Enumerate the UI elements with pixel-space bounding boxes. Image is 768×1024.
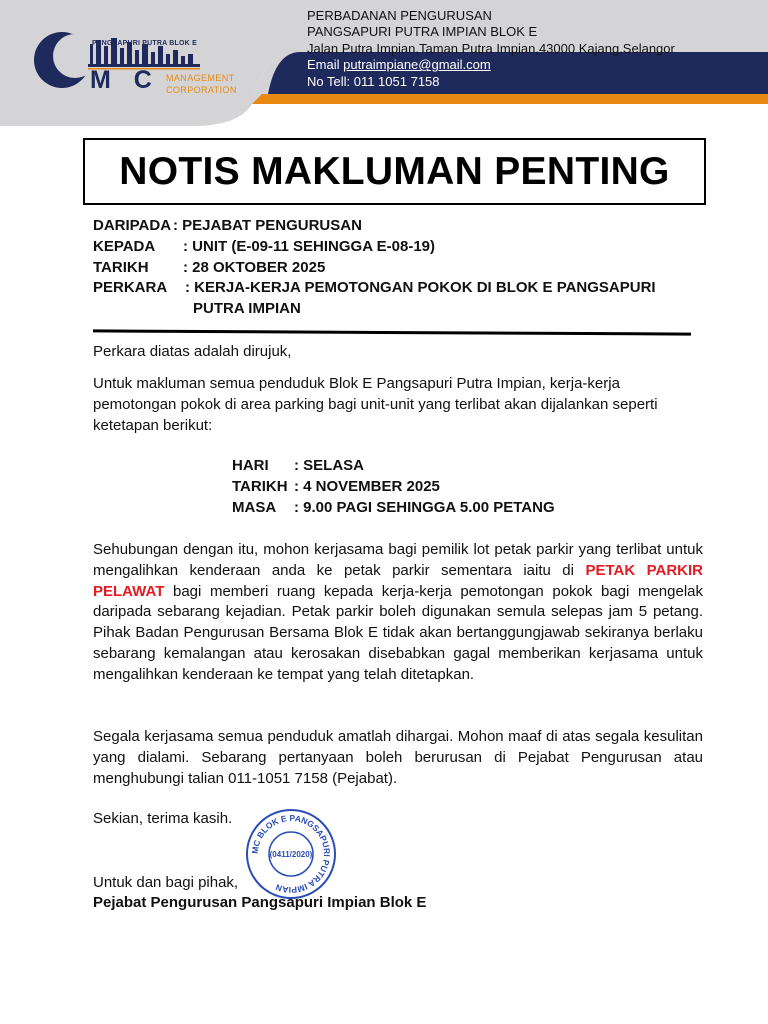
meta-value: : 28 OKTOBER 2025 xyxy=(183,258,326,276)
email-line xyxy=(307,57,675,73)
schedule-value: : 9.00 PAGI SEHINGGA 5.00 PETANG xyxy=(294,498,555,516)
phone: No Tell: 011 1051 7158 xyxy=(307,73,440,89)
letterhead-info xyxy=(307,8,675,90)
divider-line xyxy=(93,329,691,335)
logo-tagline xyxy=(166,72,237,96)
address: Jalan Putra Impian,Taman Putra Impian,43000 Kajang,Selangor xyxy=(307,40,675,56)
meta-key: TARIKH xyxy=(93,258,149,276)
parking-text-1: Sehubungan dengan itu, mohon kerjasama bagi pemilik lot petak parkir yang terlibat untuk mengalihkan kenderaan anda ke petak parkir sementara iaitu di xyxy=(93,541,703,579)
closing-line: Sekian, terima kasih. xyxy=(93,810,233,827)
cooperation-paragraph: Segala kerjasama semua penduduk amatlah dihargai. Mohon maaf di atas segala kesulitan yang dialami. Sebarang pertanyaan boleh berurusan di Pejabat Pengurusan atau menghubungi talian 011-1051 7158 (Pejabat). xyxy=(93,728,703,787)
schedule-key: HARI xyxy=(232,457,269,474)
meta-value: PUTRA IMPIAN xyxy=(193,300,301,318)
opening-line: Perkara diatas adalah dirujuk, xyxy=(93,343,292,360)
meta-key: DARIPADA xyxy=(93,217,172,234)
stamp-ring-text: MC BLOK E PANGSAPURI PUTRA IMPIAN xyxy=(249,812,333,896)
signatory-line: Pejabat Pengurusan Pangsapuri Impian Blok E xyxy=(93,894,427,911)
schedule-value: : SELASA xyxy=(294,457,365,474)
meta-value: : KERJA-KERJA PEMOTONGAN POKOK DI BLOK E PANGSAPURI xyxy=(185,279,656,297)
email-link[interactable]: putraimpiane@gmail.com xyxy=(343,57,491,73)
schedule-key: MASA xyxy=(232,498,277,516)
official-stamp xyxy=(245,808,337,900)
org-line-2: PANGSAPURI PUTRA IMPIAN BLOK E xyxy=(307,24,538,40)
meta-key: PERKARA xyxy=(93,279,168,297)
logo-tagline-line-2: CORPORATION xyxy=(166,85,237,95)
logo-tagline-line-1: MANAGEMENT xyxy=(166,73,235,83)
on-behalf-line: Untuk dan bagi pihak, xyxy=(93,874,239,891)
meta-value: : PEJABAT PENGURUSAN xyxy=(173,217,362,234)
schedule-key: TARIKH xyxy=(232,477,288,495)
notice-title: NOTIS MAKLUMAN PENTING xyxy=(83,138,706,205)
visitor-parking-highlight: PETAK PARKIR PELAWAT xyxy=(93,561,703,600)
logo-top-text: PANGSAPURI PUTRA BLOK E xyxy=(92,40,197,47)
meta-key: KEPADA xyxy=(93,237,156,255)
parking-paragraph xyxy=(93,540,703,686)
email-label: Email xyxy=(307,57,344,73)
parking-text-2: bagi memberi ruang kepada kerja-kerja pemotongan pokok bagi mengelak daripada sebarang kejadian. Petak parkir boleh digunakan semula selepas jam 5 petang. Pihak Badan Pengurusan Bersama Blok E tidak akan bertanggungjawab sekiranya berlaku sebarang kemalangan atau kerosakan disebabkan gagal memberikan kerjasama untuk mengalihkan kenderaan ke tempat yang telah ditetapkan. xyxy=(93,582,703,683)
meta-value: : UNIT (E-09-11 SEHINGGA E-08-19) xyxy=(183,237,436,255)
logo-mc-text: M C xyxy=(90,66,160,94)
schedule-value: : 4 NOVEMBER 2025 xyxy=(294,477,440,495)
org-line-1: PERBADANAN PENGURUSAN xyxy=(307,8,492,23)
stamp-center-text: (0411/2020) xyxy=(269,850,313,859)
intro-paragraph: Untuk makluman semua penduduk Blok E Pangsapuri Putra Impian, kerja-kerja pemotongan pokok di area parking bagi unit-unit yang terlibat akan dijalankan seperti ketetapan berikut: xyxy=(93,375,658,434)
